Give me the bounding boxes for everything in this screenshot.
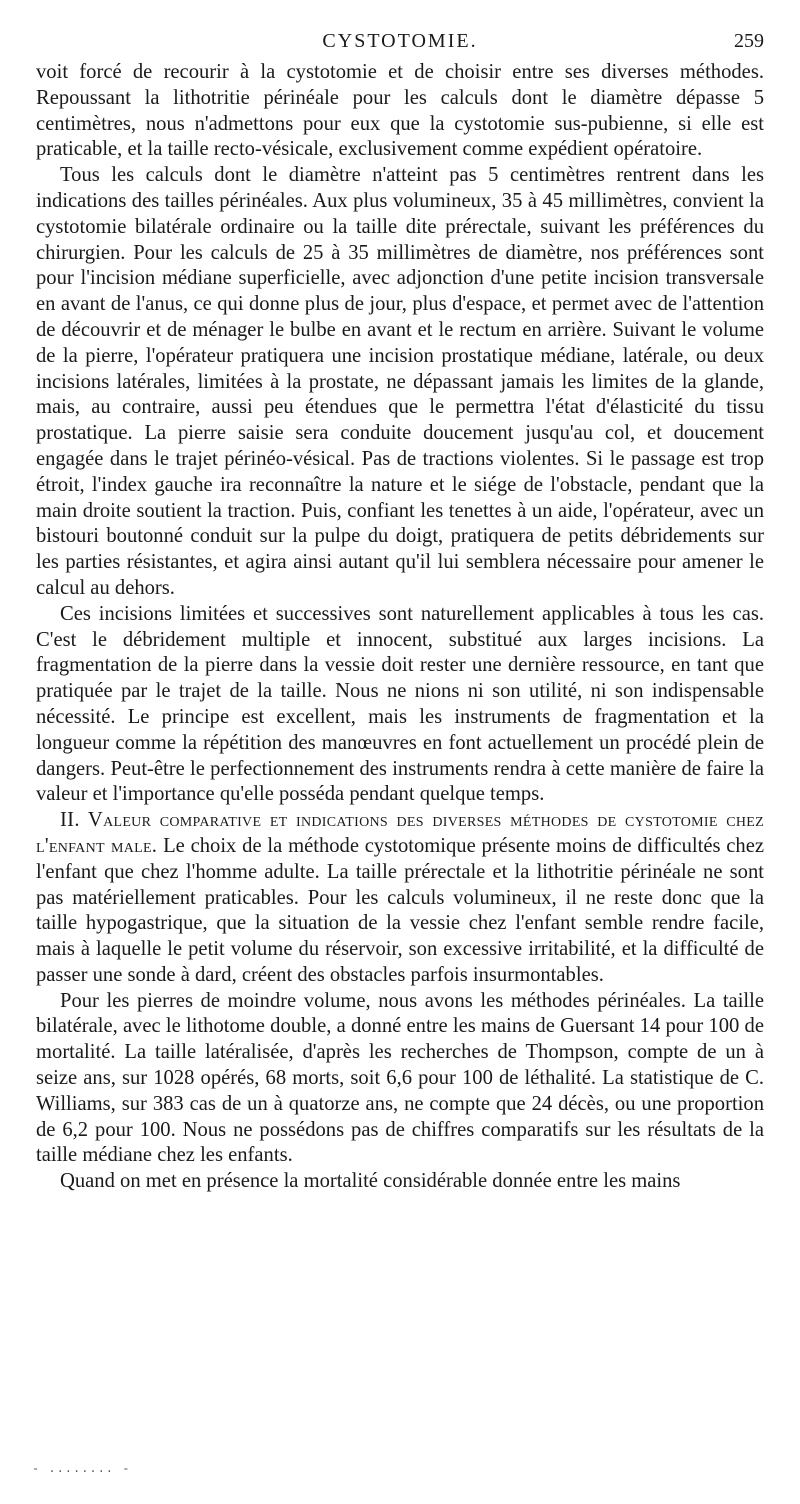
running-header	[36, 30, 764, 60]
page-number: 259	[734, 30, 764, 52]
paragraph-section-two	[36, 808, 764, 989]
paragraph-limited-incisions: Ces incisions limitées et successives sont naturellement applicables à tous les cas. C'est le débridement multiple et innocent, substitué aux larges incisions. La fragmentation de la pierre dans la vessie doit rester une dernière ressource, en tant que pratiquée par le trajet de la taille. Nous ne nions ni son utilité, ni son indispensable nécessité. Le principe est excellent, mais les instruments de fragmentation et la longueur comme la répétition des manœuvres en font actuellement un procédé plein de dangers. Peut-être le perfectionnement des instruments rendra à cette manière de faire la valeur et l'importance qu'elle posséda pendant quelque temps.	[36, 602, 764, 806]
document-page	[36, 30, 764, 1195]
section-two-text: Le choix de la méthode cystotomique présente moins de difficultés chez l'enfant que chez l'homme adulte. La taille prérectale et la lithotritie périnéale ne sont pas matériellement praticables. Pour les calculs volumineux, il ne reste donc que la taille hypogastrique, que la situation de la vessie chez l'enfant semble rendre facile, mais à laquelle le petit volume du réservoir, son excessive irritabilité, et la difficulté de passer une sonde à dard, créent des obstacles parfois insurmontables.	[36, 834, 764, 986]
body-text	[36, 60, 764, 1195]
paragraph-statistics: Pour les pierres de moindre volume, nous avons les méthodes périnéales. La taille bilatérale, avec le lithotome double, a donné entre les mains de Guersant 14 pour 100 de mortalité. La taille latéralisée, d'après les recherches de Thompson, compte de un à seize ans, sur 1028 opérés, 68 morts, soit 6,6 pour 100 de léthalité. La statistique de C. Williams, sur 383 cas de un à quatorze ans, ne compte que 24 décès, ou une proportion de 6,2 pour 100. Nous ne possédons pas de chiffres comparatifs sur les résultats de la taille médiane chez les enfants.	[36, 989, 764, 1167]
paragraph-perineal-indications: Tous les calculs dont le diamètre n'atteint pas 5 centimètres rentrent dans les indications des tailles périnéales. Aux plus volumineux, 35 à 45 millimètres, convient la cystotomie bilatérale ordinaire ou la taille dite prérectale, suivant les préférences du chirurgien. Pour les calculs de 25 à 35 millimètres de diamètre, nos préférences sont pour l'incision médiane superficielle, avec adjonction d'une petite incision transversale en avant de l'anus, ce qui donne plus de jour, plus d'espace, et permet avec de l'attention de découvrir et de ménager le bulbe en avant et le rectum en arrière. Suivant le volume de la pierre, l'opérateur pratiquera une incision prostatique médiane, latérale, ou deux incisions latérales, limitées à la prostate, ne dépassant jamais les limites de la glande, mais, au contraire, aussi peu étendues que le permettra l'état d'élasticité du tissu prostatique. La pierre saisie sera conduite doucement jusqu'au col, et doucement engagée dans le trajet périnéo-vésical. Pas de tractions violentes. Si le passage est trop étroit, l'index gauche ira reconnaître la nature et le siége de l'obstacle, pendant que la main droite soutient la traction. Puis, confiant les tenettes à un aide, l'opérateur, avec un bistouri boutonné conduit sur la pulpe du doigt, pratiquera de petits débridements sur les parties résistantes, et agira ainsi autant qu'il lui semblera nécessaire pour amener le calcul au dehors.	[36, 164, 764, 599]
footer-mark: - ........ -	[32, 1462, 131, 1476]
paragraph-final-line: Quand on met en présence la mortalité considérable donnée entre les mains	[60, 1170, 681, 1193]
paragraph-continuation: voit forcé de recourir à la cystotomie et de choisir entre ses diverses méthodes. Repoussant la lithotritie périnéale pour les calculs dont le diamètre dépasse 5 centimètres, nous n'admettons pour eux que la cystotomie sus-pubienne, si elle est praticable, et la taille recto-vésicale, exclusivement comme expédient opératoire.	[36, 61, 764, 161]
running-title: CYSTOTOMIE.	[322, 30, 478, 52]
section-heading: II. Valeur comparative et indications des diverses méthodes de cystotomie chez l'enfant male.	[36, 809, 764, 857]
